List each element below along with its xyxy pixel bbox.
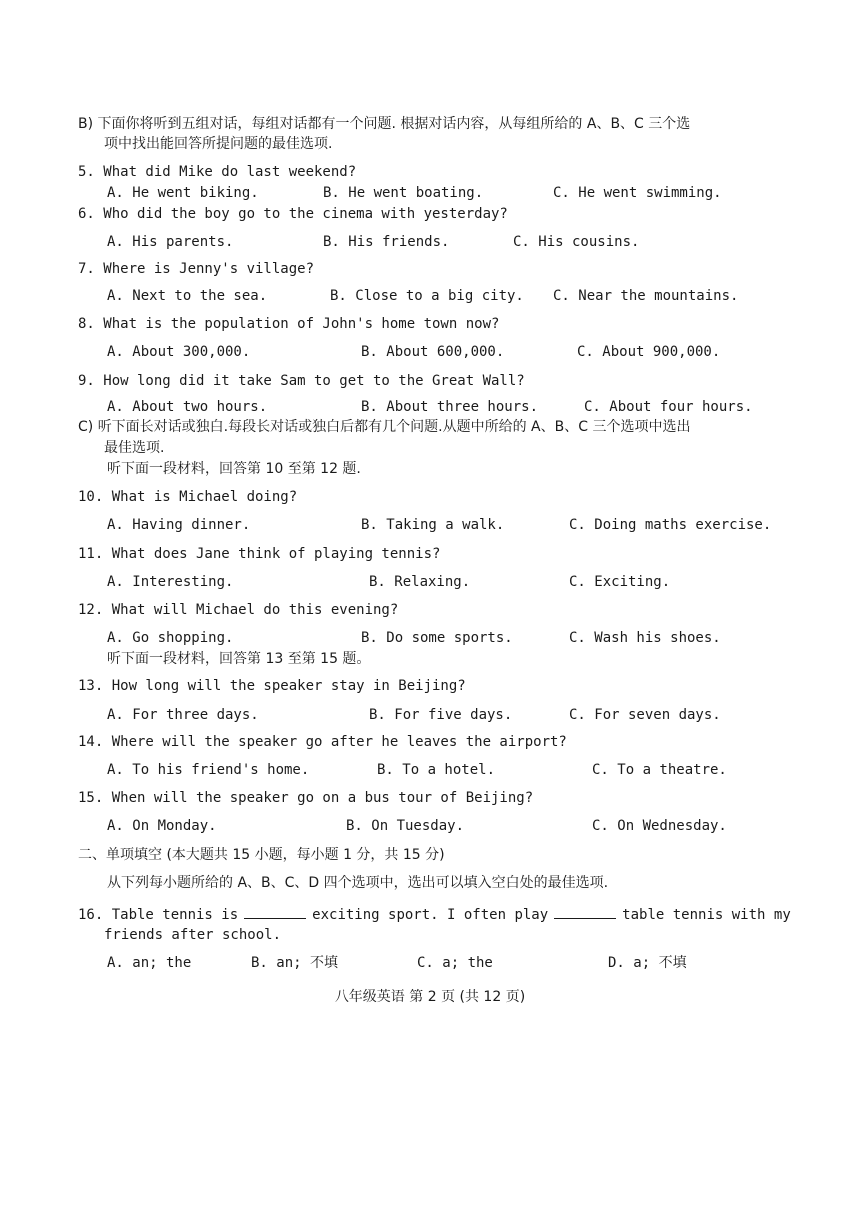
question-5-stem: 5. What did Mike do last weekend? bbox=[78, 164, 357, 180]
question-10-option-a[interactable]: A. Having dinner. bbox=[107, 517, 251, 533]
question-14-option-c[interactable]: C. To a theatre. bbox=[592, 762, 727, 778]
part-2-instruction: 从下列每小题所给的 A、B、C、D 四个选项中，选出可以填入空白处的最佳选项. bbox=[107, 875, 609, 891]
question-6-option-c[interactable]: C. His cousins. bbox=[513, 234, 640, 250]
question-6-option-b[interactable]: B. His friends. bbox=[323, 234, 450, 250]
question-12-option-c[interactable]: C. Wash his shoes. bbox=[569, 630, 721, 646]
question-15-option-b[interactable]: B. On Tuesday. bbox=[346, 818, 465, 834]
section-c-instruction-line1: C) 听下面长对话或独白.每段长对话或独白后都有几个问题.从题中所给的 A、B、C 三个选项中选出 bbox=[78, 419, 691, 435]
question-5-option-b[interactable]: B. He went boating. bbox=[323, 185, 484, 201]
question-9-option-b[interactable]: B. About three hours. bbox=[361, 399, 539, 415]
question-16-option-c[interactable]: C. a; the bbox=[417, 955, 493, 971]
question-7-stem: 7. Where is Jenny's village? bbox=[78, 261, 315, 277]
question-12-option-a[interactable]: A. Go shopping. bbox=[107, 630, 234, 646]
question-10-option-b[interactable]: B. Taking a walk. bbox=[361, 517, 505, 533]
question-8-option-c[interactable]: C. About 900,000. bbox=[577, 344, 721, 360]
question-15-stem: 15. When will the speaker go on a bus tour of Beijing? bbox=[78, 790, 534, 806]
question-13-option-a[interactable]: A. For three days. bbox=[107, 707, 259, 723]
question-16-option-d[interactable]: D. a; 不填 bbox=[608, 955, 687, 971]
material-2-instruction: 听下面一段材料，回答第 13 至第 15 题。 bbox=[107, 651, 371, 667]
question-7-option-c[interactable]: C. Near the mountains. bbox=[553, 288, 739, 304]
question-11-stem: 11. What does Jane think of playing tennis? bbox=[78, 546, 441, 562]
question-7-option-b[interactable]: B. Close to a big city. bbox=[330, 288, 524, 304]
question-16-stem-line2: friends after school. bbox=[104, 927, 282, 943]
question-11-option-c[interactable]: C. Exciting. bbox=[569, 574, 671, 590]
question-11-option-b[interactable]: B. Relaxing. bbox=[369, 574, 471, 590]
question-14-option-a[interactable]: A. To his friend's home. bbox=[107, 762, 310, 778]
question-6-stem: 6. Who did the boy go to the cinema with yesterday? bbox=[78, 206, 508, 222]
question-9-option-c[interactable]: C. About four hours. bbox=[584, 399, 753, 415]
section-b-instruction-line1: B) 下面你将听到五组对话，每组对话都有一个问题. 根据对话内容，从每组所给的 A、B、C 三个选 bbox=[78, 116, 691, 132]
question-12-option-b[interactable]: B. Do some sports. bbox=[361, 630, 513, 646]
question-5-option-c[interactable]: C. He went swimming. bbox=[553, 185, 722, 201]
question-9-stem: 9. How long did it take Sam to get to the Great Wall? bbox=[78, 373, 525, 389]
question-15-option-c[interactable]: C. On Wednesday. bbox=[592, 818, 727, 834]
material-1-instruction: 听下面一段材料，回答第 10 至第 12 题. bbox=[107, 461, 361, 477]
question-16-blank-1[interactable] bbox=[244, 906, 306, 919]
question-13-option-b[interactable]: B. For five days. bbox=[369, 707, 513, 723]
question-14-option-b[interactable]: B. To a hotel. bbox=[377, 762, 496, 778]
question-16-option-b[interactable]: B. an; 不填 bbox=[251, 955, 339, 971]
question-14-stem: 14. Where will the speaker go after he leaves the airport? bbox=[78, 734, 567, 750]
page-footer: 八年级英语 第 2 页 (共 12 页) bbox=[334, 989, 526, 1005]
question-8-option-b[interactable]: B. About 600,000. bbox=[361, 344, 505, 360]
question-16-blank-2[interactable] bbox=[554, 906, 616, 919]
question-7-option-a[interactable]: A. Next to the sea. bbox=[107, 288, 268, 304]
question-16-stem-part1: 16. Table tennis is bbox=[78, 907, 239, 923]
question-5-option-a[interactable]: A. He went biking. bbox=[107, 185, 259, 201]
section-b-instruction-line2: 项中找出能回答所提问题的最佳选项. bbox=[104, 136, 333, 152]
question-8-option-a[interactable]: A. About 300,000. bbox=[107, 344, 251, 360]
question-11-option-a[interactable]: A. Interesting. bbox=[107, 574, 234, 590]
question-9-option-a[interactable]: A. About two hours. bbox=[107, 399, 268, 415]
section-c-instruction-line2: 最佳选项. bbox=[104, 440, 165, 456]
part-2-title: 二、单项填空 (本大题共 15 小题，每小题 1 分，共 15 分) bbox=[78, 847, 445, 863]
question-15-option-a[interactable]: A. On Monday. bbox=[107, 818, 217, 834]
question-16-option-a[interactable]: A. an; the bbox=[107, 955, 192, 971]
question-12-stem: 12. What will Michael do this evening? bbox=[78, 602, 399, 618]
question-16-stem-part3: table tennis with my bbox=[622, 907, 791, 923]
question-16-stem-line1 bbox=[78, 906, 791, 924]
question-13-option-c[interactable]: C. For seven days. bbox=[569, 707, 721, 723]
question-8-stem: 8. What is the population of John's home town now? bbox=[78, 316, 500, 332]
question-6-option-a[interactable]: A. His parents. bbox=[107, 234, 234, 250]
question-10-option-c[interactable]: C. Doing maths exercise. bbox=[569, 517, 772, 533]
question-16-stem-part2: exciting sport. I often play bbox=[312, 907, 549, 923]
question-10-stem: 10. What is Michael doing? bbox=[78, 489, 298, 505]
question-13-stem: 13. How long will the speaker stay in Beijing? bbox=[78, 678, 466, 694]
